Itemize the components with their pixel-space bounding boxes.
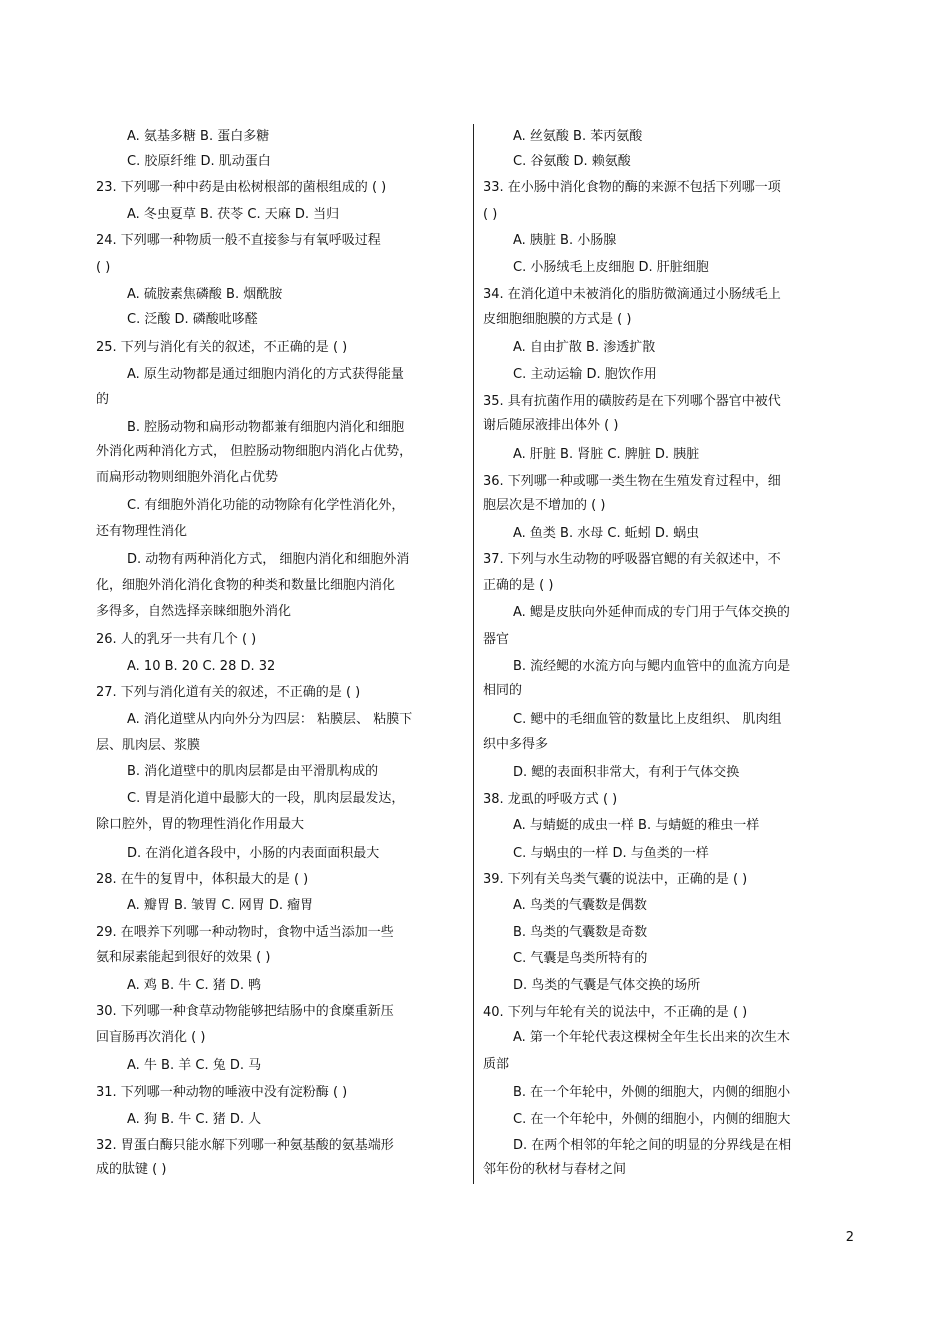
- text-line: 29. 在喂养下列哪一种动物时，食物中适当添加一些: [96, 925, 394, 940]
- text-line: A. 原生动物都是通过细胞内消化的方式获得能量: [127, 367, 404, 382]
- text-line: ( ): [96, 260, 111, 275]
- text-line: 23. 下列哪一种中药是由松树根部的菌根组成的 ( ): [96, 180, 387, 195]
- text-line: 质部: [483, 1057, 510, 1072]
- text-line: A. 鸟类的气囊数是偶数: [513, 898, 647, 913]
- text-line: 回盲肠再次消化 ( ): [96, 1030, 206, 1045]
- text-line: 正确的是 ( ): [483, 578, 554, 593]
- text-line: 36. 下列哪一种或哪一类生物在生殖发育过程中，细: [483, 474, 781, 489]
- text-line: 31. 下列哪一种动物的唾液中没有淀粉酶 ( ): [96, 1085, 348, 1100]
- page-number: 2: [845, 1230, 854, 1245]
- text-line: 25. 下列与消化有关的叙述，不正确的是 ( ): [96, 340, 348, 355]
- text-line: B. 消化道壁中的肌肉层都是由平滑肌构成的: [127, 764, 379, 779]
- text-line: C. 谷氨酸 D. 赖氨酸: [513, 154, 631, 169]
- text-line: D. 在两个相邻的年轮之间的明显的分界线是在相: [513, 1138, 792, 1153]
- text-line: 的: [96, 392, 110, 407]
- text-line: C. 气囊是鸟类所特有的: [513, 951, 648, 966]
- text-line: A. 硫胺素焦磷酸 B. 烟酰胺: [127, 287, 283, 302]
- text-line: C. 小肠绒毛上皮细胞 D. 肝脏细胞: [513, 260, 709, 275]
- text-line: 化，细胞外消化消化食物的种类和数量比细胞内消化: [96, 578, 396, 593]
- text-line: B. 流经鳃的水流方向与鳃内血管中的血流方向是: [513, 659, 791, 674]
- text-line: 39. 下列有关鸟类气囊的说法中，正确的是 ( ): [483, 872, 748, 887]
- text-line: 织中多得多: [483, 737, 549, 752]
- text-line: 外消化两种消化方式， 但腔肠动物细胞内消化占优势，: [96, 444, 413, 459]
- text-line: C. 有细胞外消化功能的动物除有化学性消化外，: [127, 498, 405, 513]
- text-line: 层、肌肉层、浆膜: [96, 738, 201, 753]
- text-line: A. 瓣胃 B. 皱胃 C. 网胃 D. 瘤胃: [127, 898, 314, 913]
- text-line: A. 第一个年轮代表这棵树全年生长出来的次生木: [513, 1030, 790, 1045]
- text-line: ( ): [483, 207, 498, 222]
- text-line: 34. 在消化道中未被消化的脂肪微滴通过小肠绒毛上: [483, 287, 781, 302]
- text-line: D. 鸟类的气囊是气体交换的场所: [513, 978, 701, 993]
- text-line: 30. 下列哪一种食草动物能够把结肠中的食糜重新压: [96, 1004, 394, 1019]
- text-line: 邻年份的秋材与春材之间: [483, 1162, 627, 1177]
- text-line: C. 在一个年轮中，外侧的细胞小，内侧的细胞大: [513, 1112, 791, 1127]
- text-line: C. 鳃中的毛细血管的数量比上皮组织、 肌肉组: [513, 712, 782, 727]
- text-line: 28. 在牛的复胃中，体积最大的是 ( ): [96, 872, 309, 887]
- text-line: A. 与蜻蜓的成虫一样 B. 与蜻蜓的稚虫一样: [513, 818, 760, 833]
- text-line: 33. 在小肠中消化食物的酶的来源不包括下列哪一项: [483, 180, 781, 195]
- text-line: A. 鱼类 B. 水母 C. 蚯蚓 D. 蜗虫: [513, 526, 700, 541]
- text-line: A. 丝氨酸 B. 苯丙氨酸: [513, 129, 643, 144]
- text-line: A. 消化道壁从内向外分为四层： 粘膜层、 粘膜下: [127, 712, 413, 727]
- text-line: D. 鳃的表面积非常大，有利于气体交换: [513, 765, 740, 780]
- text-line: 器官: [483, 632, 510, 647]
- text-line: A. 牛 B. 羊 C. 兔 D. 马: [127, 1058, 262, 1073]
- text-line: 氨和尿素能起到很好的效果 ( ): [96, 950, 271, 965]
- text-line: C. 胃是消化道中最膨大的一段，肌肉层最发达，: [127, 791, 405, 806]
- text-line: 38. 龙虱的呼吸方式 ( ): [483, 792, 618, 807]
- column-divider: [473, 124, 474, 1184]
- text-line: 多得多，自然选择亲睐细胞外消化: [96, 604, 292, 619]
- text-line: 37. 下列与水生动物的呼吸器官鳃的有关叙述中，不: [483, 552, 781, 567]
- text-line: A. 冬虫夏草 B. 茯苓 C. 天麻 D. 当归: [127, 207, 340, 222]
- text-line: D. 在消化道各段中，小肠的内表面面积最大: [127, 846, 380, 861]
- text-line: A. 自由扩散 B. 渗透扩散: [513, 340, 656, 355]
- text-line: 皮细胞细胞膜的方式是 ( ): [483, 312, 632, 327]
- text-line: 24. 下列哪一种物质一般不直接参与有氧呼吸过程: [96, 233, 381, 248]
- text-line: A. 氨基多糖 B. 蛋白多糖: [127, 129, 270, 144]
- text-line: 而扁形动物则细胞外消化占优势: [96, 470, 279, 485]
- text-line: 32. 胃蛋白酶只能水解下列哪一种氨基酸的氨基端形: [96, 1138, 394, 1153]
- text-line: A. 鸡 B. 牛 C. 猪 D. 鸭: [127, 978, 262, 993]
- text-line: C. 胶原纤维 D. 肌动蛋白: [127, 154, 271, 169]
- text-line: 谢后随尿液排出体外 ( ): [483, 418, 619, 433]
- text-line: 相同的: [483, 683, 523, 698]
- text-line: C. 主动运输 D. 胞饮作用: [513, 367, 657, 382]
- text-line: A. 狗 B. 牛 C. 猪 D. 人: [127, 1112, 262, 1127]
- text-line: 27. 下列与消化道有关的叙述，不正确的是 ( ): [96, 685, 361, 700]
- text-line: C. 与蜗虫的一样 D. 与鱼类的一样: [513, 846, 709, 861]
- text-line: B. 鸟类的气囊数是奇数: [513, 925, 648, 940]
- text-line: 胞层次是不增加的 ( ): [483, 498, 606, 513]
- text-line: 成的肽键 ( ): [96, 1162, 167, 1177]
- text-line: C. 泛酸 D. 磷酸吡哆醛: [127, 312, 258, 327]
- text-line: B. 在一个年轮中，外侧的细胞大，内侧的细胞小: [513, 1085, 791, 1100]
- text-line: 还有物理性消化: [96, 524, 188, 539]
- text-line: 除口腔外，胃的物理性消化作用最大: [96, 817, 305, 832]
- text-line: 26. 人的乳牙一共有几个 ( ): [96, 632, 257, 647]
- text-line: 35. 具有抗菌作用的磺胺药是在下列哪个器官中被代: [483, 394, 781, 409]
- text-line: A. 10 B. 20 C. 28 D. 32: [127, 659, 276, 674]
- text-line: 40. 下列与年轮有关的说法中，不正确的是 ( ): [483, 1005, 748, 1020]
- text-line: A. 鳃是皮肤向外延伸而成的专门用于气体交换的: [513, 605, 790, 620]
- text-line: A. 胰脏 B. 小肠腺: [513, 233, 617, 248]
- text-line: B. 腔肠动物和扁形动物都兼有细胞内消化和细胞: [127, 420, 405, 435]
- text-line: D. 动物有两种消化方式， 细胞内消化和细胞外消: [127, 552, 410, 567]
- text-line: A. 肝脏 B. 肾脏 C. 脾脏 D. 胰脏: [513, 447, 700, 462]
